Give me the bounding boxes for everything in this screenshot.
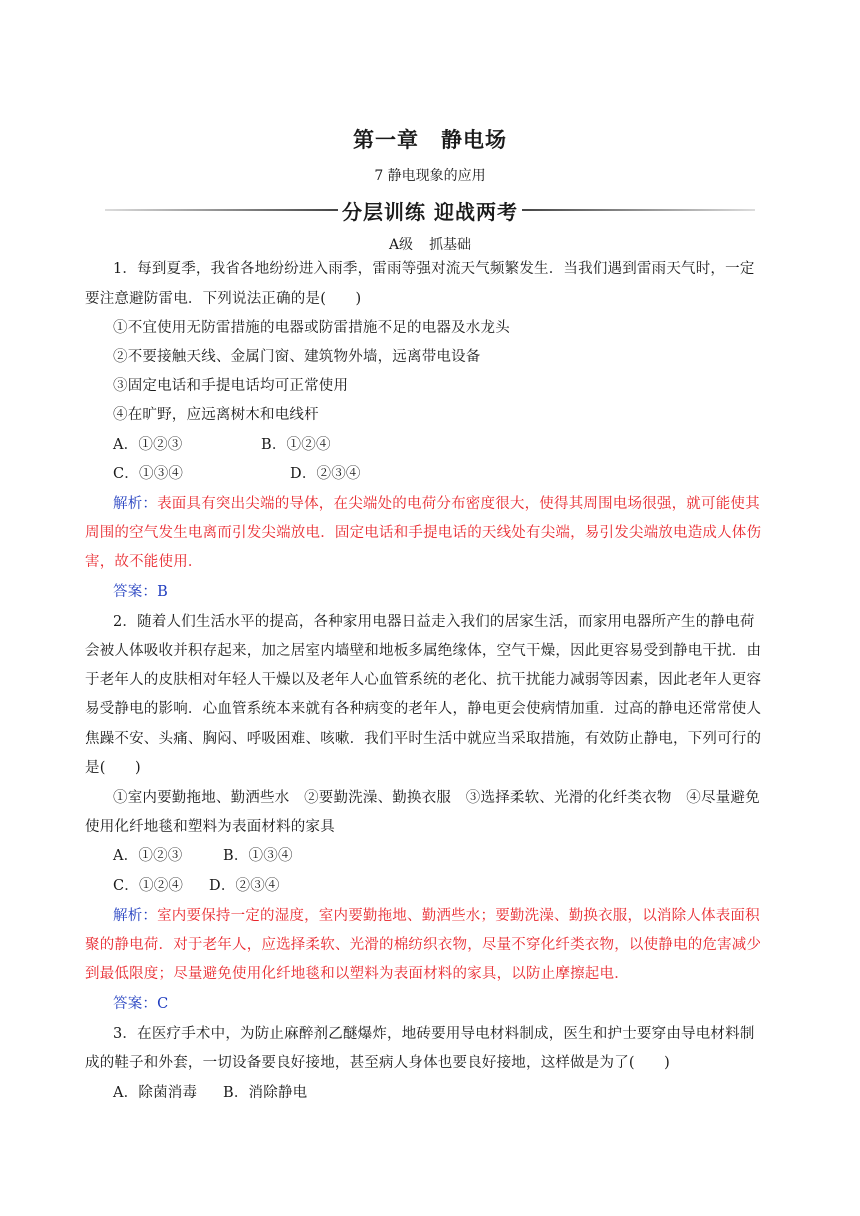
question-1-options-row — [113, 464, 785, 484]
question-1-analysis-line — [113, 494, 785, 514]
question-1-analysis-line: 害，故不能使用． — [85, 554, 203, 570]
question-2-stem-line: 易受静电的影响．心血管系统本来就有各种病变的老年人，静电更会使病情加重．过高的静电还常常使人 — [85, 701, 762, 717]
analysis-text: 室内要保持一定的湿度，室内要勤拖地、勤洒些水；要勤洗澡、勤换衣服，以消除人体表面积 — [157, 908, 760, 924]
analysis-text: 表面具有突出尖端的导体，在尖端处的电荷分布密度很大，使得其周围电场很强，就可能使其 — [157, 496, 760, 512]
question-2-analysis-line — [113, 906, 785, 926]
question-1-statement: ④在旷野，应远离树木和电线杆 — [113, 407, 319, 423]
question-1-option-d: D．②③④ — [290, 466, 361, 482]
question-2-options-row — [113, 846, 785, 866]
banner-text: 分层训练 迎战两考 — [342, 199, 518, 224]
question-1-answer: 答案：B — [113, 584, 168, 600]
question-2-analysis-line: 到最低限度；尽量避免使用化纤地毯和以塑料为表面材料的家具，以防止摩擦起电． — [85, 966, 629, 982]
question-1-options-row — [113, 435, 785, 455]
question-1-statement: ③固定电话和手提电话均可正常使用 — [113, 378, 349, 394]
question-2-stem-line: 是( ) — [85, 760, 141, 776]
question-2-stem-line: 会被人体吸收并积存起来，加之居室内墙壁和地板多属绝缘体，空气干燥，因此更容易受到静电干扰．由 — [85, 643, 762, 659]
question-2-stem-line: 于老年人的皮肤相对年轻人干燥以及老年人心血管系统的老化、抗干扰能力减弱等因素，因此老年人更容 — [85, 672, 762, 688]
level-name: 抓基础 — [429, 237, 472, 253]
question-1-statement: ②不要接触天线、金属门窗、建筑物外墙，远离带电设备 — [113, 349, 481, 365]
question-1-stem-line: 1．每到夏季，我省各地纷纷进入雨季，雷雨等强对流天气频繁发生．当我们遇到雷雨天气时，一定 — [113, 261, 755, 277]
question-2-options-row — [113, 876, 785, 896]
question-2-option-b: B．①③④ — [223, 848, 293, 864]
question-1-analysis-line: 周围的空气发生电离而引发尖端放电．固定电话和手提电话的天线处有尖端，易引发尖端放电造成人体伤 — [85, 525, 762, 541]
question-2-items-line: 使用化纤地毯和塑料为表面材料的家具 — [85, 819, 335, 835]
banner-rule-right — [522, 209, 755, 211]
section-banner — [105, 196, 755, 224]
analysis-label: 解析： — [113, 496, 158, 512]
chapter-number: 第一章 — [353, 128, 419, 152]
chapter-title — [0, 124, 860, 154]
question-2-stem-line: 2．随着人们生活水平的提高，各种家用电器日益走入我们的居家生活，而家用电器所产生的静电荷 — [113, 614, 755, 630]
question-2-items-line: ①室内要勤拖地、勤洒些水 ②要勤洗澡、勤换衣服 ③选择柔软、光滑的化纤类衣物 ④尽量避免 — [113, 790, 760, 806]
analysis-label: 解析： — [113, 908, 158, 924]
question-2-option-c: C．①②④ — [113, 878, 184, 894]
question-3-stem-line: 成的鞋子和外套，一切设备要良好接地，甚至病人身体也要良好接地，这样做是为了( ) — [85, 1055, 671, 1071]
question-1-option-c: C．①③④ — [113, 466, 184, 482]
level-grade: A级 — [388, 237, 414, 253]
question-3-option-b: B．消除静电 — [223, 1085, 308, 1101]
question-2-stem-line: 焦躁不安、头痛、胸闷、呼吸困难、咳嗽．我们平时生活中就应当采取措施，有效防止静电，下列可行的 — [85, 731, 762, 747]
question-3-stem-line: 3．在医疗手术中，为防止麻醉剂乙醚爆炸，地砖要用导电材料制成，医生和护士要穿由导电材料制 — [113, 1026, 755, 1042]
question-2-answer: 答案：C — [113, 996, 169, 1012]
question-3-option-a: A．除菌消毒 — [113, 1085, 198, 1101]
question-1-stem-line: 要注意避防雷电．下列说法正确的是( ) — [85, 291, 362, 307]
chapter-name: 静电场 — [441, 128, 507, 152]
question-1-statement: ①不宜使用无防雷措施的电器或防雷措施不足的电器及水龙头 — [113, 320, 510, 336]
question-1-option-a: A．①②③ — [113, 437, 183, 453]
question-2-option-d: D．②③④ — [209, 878, 280, 894]
banner-rule-left — [105, 209, 338, 211]
question-1-option-b: B．①②④ — [261, 437, 331, 453]
level-heading — [0, 234, 860, 254]
question-2-option-a: A．①②③ — [113, 848, 183, 864]
section-title: 7 静电现象的应用 — [374, 168, 486, 184]
question-3-options-row — [113, 1083, 785, 1103]
question-2-analysis-line: 聚的静电荷．对于老年人，应选择柔软、光滑的棉纺织衣物，尽量不穿化纤类衣物，以使静电的危害减少 — [85, 937, 762, 953]
